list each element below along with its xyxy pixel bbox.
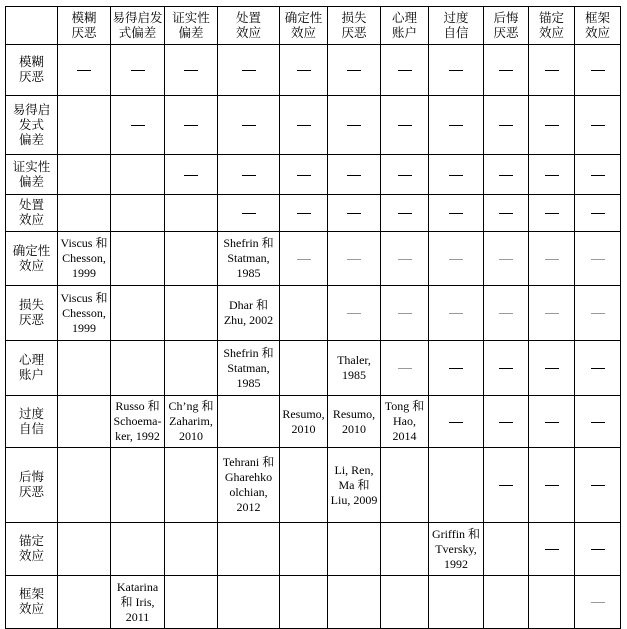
blank-cell [111, 341, 165, 396]
dash-mark [297, 213, 311, 214]
blank-cell [218, 523, 280, 576]
empty-dash-cell [111, 96, 165, 155]
empty-dash-cell [280, 195, 328, 232]
empty-dash-cell [280, 155, 328, 195]
citation-cell: Tehrani 和 Gharehko olchian, 2012 [218, 448, 280, 523]
blank-cell [381, 448, 429, 523]
row-header: 模糊 厌恶 [6, 45, 58, 96]
citation-cell: Resumo, 2010 [280, 396, 328, 448]
empty-dash-cell [575, 45, 621, 96]
blank-cell [429, 448, 484, 523]
dash-mark [449, 313, 463, 314]
dash-mark [591, 602, 605, 603]
table-row [6, 232, 621, 286]
blank-cell [111, 195, 165, 232]
row-header: 后悔 厌恶 [6, 448, 58, 523]
empty-dash-cell [429, 341, 484, 396]
row-header: 处置 效应 [6, 195, 58, 232]
dash-mark [591, 213, 605, 214]
dash-mark [499, 70, 513, 71]
empty-dash-cell [484, 448, 529, 523]
table-row [6, 341, 621, 396]
dash-mark [499, 485, 513, 486]
dash-mark [398, 125, 412, 126]
empty-dash-cell [328, 195, 381, 232]
empty-dash-cell [529, 232, 575, 286]
citation-cell: Ch’ng 和 Zaharim, 2010 [165, 396, 218, 448]
dash-mark [398, 368, 412, 369]
blank-cell [165, 576, 218, 629]
empty-dash-cell [575, 341, 621, 396]
column-header: 易得启发 式偏差 [111, 7, 165, 45]
dash-mark [591, 368, 605, 369]
dash-mark [545, 485, 559, 486]
blank-cell [58, 155, 111, 195]
empty-dash-cell [165, 45, 218, 96]
dash-mark [449, 213, 463, 214]
row-header: 框架 效应 [6, 576, 58, 629]
dash-mark [297, 70, 311, 71]
empty-dash-cell [575, 195, 621, 232]
table-row [6, 286, 621, 341]
empty-dash-cell [484, 286, 529, 341]
dash-mark [545, 213, 559, 214]
dash-mark [449, 175, 463, 176]
blank-cell [58, 448, 111, 523]
dash-mark [184, 70, 198, 71]
blank-cell [111, 448, 165, 523]
column-header: 证实性 偏差 [165, 7, 218, 45]
dash-mark [449, 259, 463, 260]
dash-mark [242, 213, 256, 214]
dash-mark [591, 70, 605, 71]
dash-mark [449, 368, 463, 369]
blank-cell [165, 341, 218, 396]
dash-mark [591, 313, 605, 314]
dash-mark [297, 175, 311, 176]
dash-mark [545, 70, 559, 71]
empty-dash-cell [429, 232, 484, 286]
empty-dash-cell [529, 195, 575, 232]
dash-mark [347, 259, 361, 260]
row-header: 过度 自信 [6, 396, 58, 448]
empty-dash-cell [575, 448, 621, 523]
empty-dash-cell [529, 523, 575, 576]
dash-mark [242, 70, 256, 71]
dash-mark [591, 549, 605, 550]
empty-dash-cell [484, 45, 529, 96]
empty-dash-cell [218, 96, 280, 155]
dash-mark [545, 549, 559, 550]
bias-matrix-table [5, 6, 621, 629]
empty-dash-cell [328, 96, 381, 155]
dash-mark [242, 125, 256, 126]
empty-dash-cell [575, 523, 621, 576]
blank-cell [484, 523, 529, 576]
empty-dash-cell [575, 232, 621, 286]
dash-mark [398, 70, 412, 71]
empty-dash-cell [529, 448, 575, 523]
dash-mark [297, 125, 311, 126]
dash-mark [131, 125, 145, 126]
column-header: 框架 效应 [575, 7, 621, 45]
dash-mark [449, 70, 463, 71]
dash-mark [131, 70, 145, 71]
empty-dash-cell [111, 45, 165, 96]
column-header: 锚定 效应 [529, 7, 575, 45]
dash-mark [545, 125, 559, 126]
dash-mark [398, 213, 412, 214]
empty-dash-cell [381, 195, 429, 232]
row-header: 易得启 发式 偏差 [6, 96, 58, 155]
dash-mark [545, 175, 559, 176]
column-header: 处置 效应 [218, 7, 280, 45]
dash-mark [347, 125, 361, 126]
citation-cell: Shefrin 和 Statman, 1985 [218, 341, 280, 396]
blank-cell [529, 576, 575, 629]
empty-dash-cell [575, 155, 621, 195]
blank-cell [280, 448, 328, 523]
row-header: 损失 厌恶 [6, 286, 58, 341]
row-header: 证实性 偏差 [6, 155, 58, 195]
empty-dash-cell [381, 155, 429, 195]
citation-cell: Shefrin 和 Statman, 1985 [218, 232, 280, 286]
empty-dash-cell [429, 286, 484, 341]
row-header: 确定性 效应 [6, 232, 58, 286]
citation-cell: Li, Ren, Ma 和 Liu, 2009 [328, 448, 381, 523]
dash-mark [499, 422, 513, 423]
empty-dash-cell [328, 286, 381, 341]
row-header: 锚定 效应 [6, 523, 58, 576]
dash-mark [591, 422, 605, 423]
blank-cell [165, 286, 218, 341]
empty-dash-cell [529, 96, 575, 155]
citation-cell: Tong 和 Hao, 2014 [381, 396, 429, 448]
blank-cell [280, 576, 328, 629]
empty-dash-cell [429, 96, 484, 155]
dash-mark [347, 213, 361, 214]
column-header: 损失 厌恶 [328, 7, 381, 45]
empty-dash-cell [328, 45, 381, 96]
empty-dash-cell [165, 96, 218, 155]
column-header: 心理 账户 [381, 7, 429, 45]
dash-mark [545, 313, 559, 314]
blank-cell [280, 341, 328, 396]
blank-cell [280, 523, 328, 576]
empty-dash-cell [529, 396, 575, 448]
table-row [6, 523, 621, 576]
table-row [6, 195, 621, 232]
header-row [6, 7, 621, 45]
empty-dash-cell [381, 286, 429, 341]
blank-cell [58, 576, 111, 629]
corner-cell [6, 7, 58, 45]
blank-cell [58, 396, 111, 448]
table-row [6, 155, 621, 195]
blank-cell [328, 576, 381, 629]
empty-dash-cell [484, 232, 529, 286]
dash-mark [398, 175, 412, 176]
dash-mark [499, 175, 513, 176]
blank-cell [165, 448, 218, 523]
table-row [6, 396, 621, 448]
blank-cell [165, 232, 218, 286]
blank-cell [218, 576, 280, 629]
citation-cell: Viscus 和 Chesson, 1999 [58, 232, 111, 286]
dash-mark [347, 70, 361, 71]
empty-dash-cell [529, 286, 575, 341]
dash-mark [449, 422, 463, 423]
empty-dash-cell [575, 286, 621, 341]
dash-mark [398, 313, 412, 314]
empty-dash-cell [429, 195, 484, 232]
row-header: 心理 账户 [6, 341, 58, 396]
empty-dash-cell [218, 195, 280, 232]
blank-cell [328, 523, 381, 576]
empty-dash-cell [484, 341, 529, 396]
column-header: 过度 自信 [429, 7, 484, 45]
column-header: 模糊 厌恶 [58, 7, 111, 45]
empty-dash-cell [280, 232, 328, 286]
empty-dash-cell [484, 195, 529, 232]
empty-dash-cell [484, 155, 529, 195]
empty-dash-cell [280, 96, 328, 155]
dash-mark [499, 213, 513, 214]
empty-dash-cell [484, 96, 529, 155]
blank-cell [111, 232, 165, 286]
dash-mark [591, 259, 605, 260]
dash-mark [499, 259, 513, 260]
dash-mark [347, 313, 361, 314]
column-header: 确定性 效应 [280, 7, 328, 45]
blank-cell [381, 523, 429, 576]
dash-mark [184, 125, 198, 126]
table-row [6, 576, 621, 629]
dash-mark [591, 175, 605, 176]
blank-cell [58, 96, 111, 155]
empty-dash-cell [381, 232, 429, 286]
citation-cell: Dhar 和 Zhu, 2002 [218, 286, 280, 341]
dash-mark [499, 125, 513, 126]
dash-mark [449, 125, 463, 126]
empty-dash-cell [218, 45, 280, 96]
dash-mark [545, 259, 559, 260]
table-row [6, 448, 621, 523]
empty-dash-cell [529, 341, 575, 396]
blank-cell [111, 523, 165, 576]
empty-dash-cell [218, 155, 280, 195]
blank-cell [218, 396, 280, 448]
dash-mark [77, 70, 91, 71]
dash-mark [499, 313, 513, 314]
dash-mark [591, 125, 605, 126]
empty-dash-cell [165, 155, 218, 195]
blank-cell [165, 523, 218, 576]
dash-mark [347, 175, 361, 176]
empty-dash-cell [328, 155, 381, 195]
empty-dash-cell [429, 45, 484, 96]
dash-mark [545, 422, 559, 423]
column-header: 后悔 厌恶 [484, 7, 529, 45]
blank-cell [381, 576, 429, 629]
dash-mark [545, 368, 559, 369]
dash-mark [297, 259, 311, 260]
blank-cell [58, 523, 111, 576]
empty-dash-cell [381, 341, 429, 396]
citation-cell: Russo 和 Schoema- ker, 1992 [111, 396, 165, 448]
citation-cell: Griffin 和 Tversky, 1992 [429, 523, 484, 576]
empty-dash-cell [575, 396, 621, 448]
empty-dash-cell [381, 96, 429, 155]
blank-cell [484, 576, 529, 629]
empty-dash-cell [429, 155, 484, 195]
empty-dash-cell [429, 396, 484, 448]
citation-cell: Katarina 和 Iris, 2011 [111, 576, 165, 629]
dash-mark [499, 368, 513, 369]
dash-mark [398, 259, 412, 260]
empty-dash-cell [484, 396, 529, 448]
blank-cell [429, 576, 484, 629]
empty-dash-cell [381, 45, 429, 96]
table-row [6, 96, 621, 155]
blank-cell [111, 286, 165, 341]
blank-cell [111, 155, 165, 195]
blank-cell [58, 195, 111, 232]
citation-cell: Viscus 和 Chesson, 1999 [58, 286, 111, 341]
blank-cell [280, 286, 328, 341]
blank-cell [58, 341, 111, 396]
empty-dash-cell [575, 96, 621, 155]
table-row [6, 45, 621, 96]
empty-dash-cell [280, 45, 328, 96]
citation-cell: Resumo, 2010 [328, 396, 381, 448]
dash-mark [242, 175, 256, 176]
empty-dash-cell [529, 155, 575, 195]
dash-mark [184, 175, 198, 176]
empty-dash-cell [575, 576, 621, 629]
citation-cell: Thaler, 1985 [328, 341, 381, 396]
empty-dash-cell [58, 45, 111, 96]
empty-dash-cell [328, 232, 381, 286]
dash-mark [591, 485, 605, 486]
empty-dash-cell [529, 45, 575, 96]
blank-cell [165, 195, 218, 232]
